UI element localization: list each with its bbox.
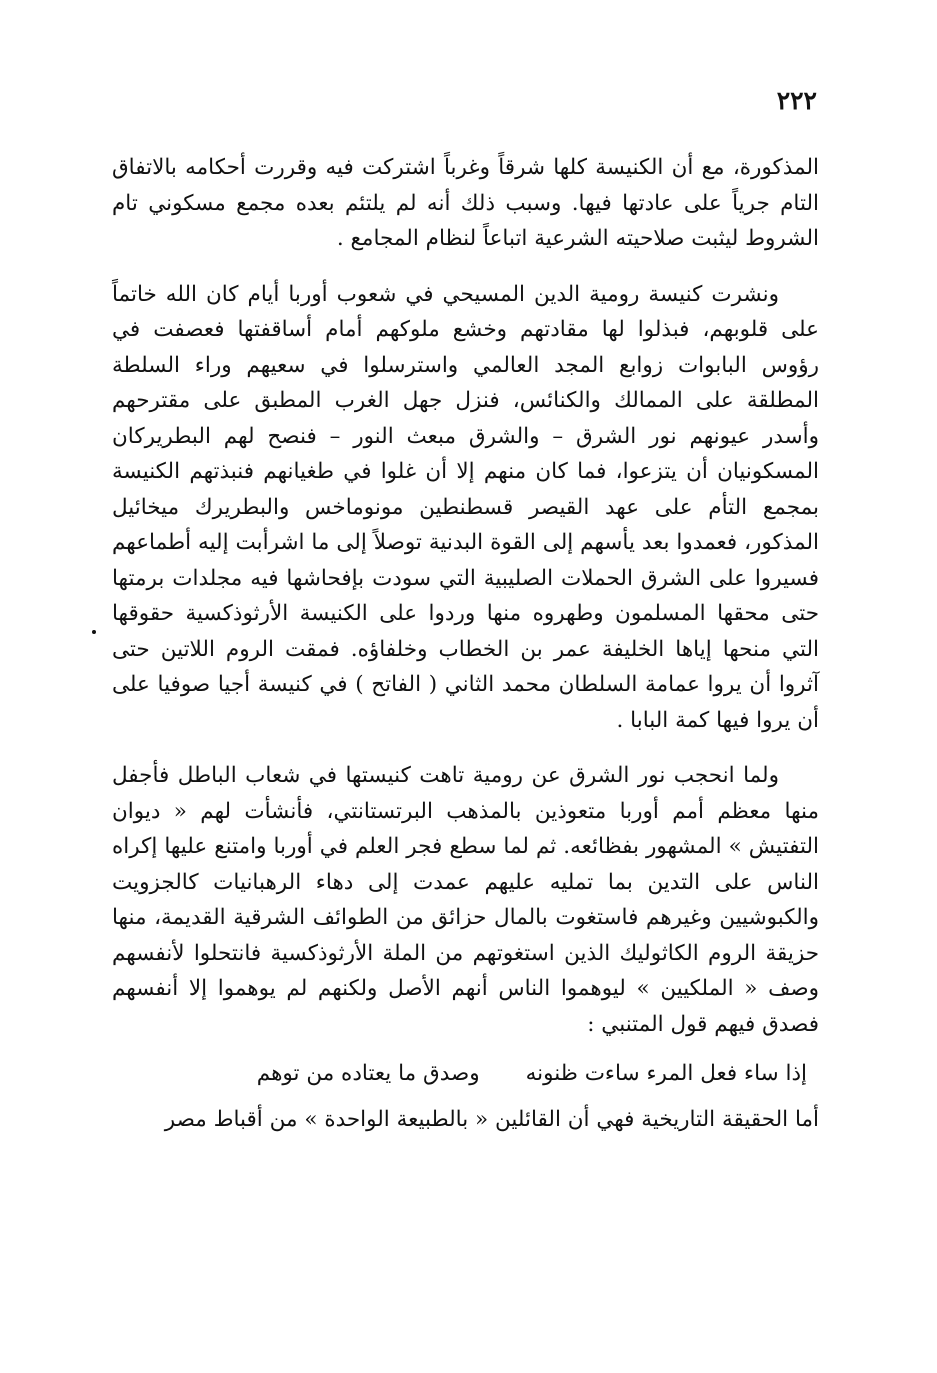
- paragraph-2: ونشرت كنيسة رومية الدين المسيحي في شعوب أوربا أيام كان الله خاتماً على قلوبهم، فبذلوا لها مقادتهم وخشع ملوكهم أمام أساقفتها فعصفت في رؤوس البابوات زوابع المجد العالمي واسترسلوا في سعيهم وراء السلطة المطلقة على الممالك والكنائس، فنزل جهل الغرب المطبق على مقترحهم وأسدر عيونهم نور الشرق – والشرق مبعث النور – فنصح لهم البطريركان المسكونيان أن يتزعوا، فما كان منهم إلا أن غلوا في طغيانهم فنبذتهم الكنيسة بمجمع التأم على عهد القيصر قسطنطين مونوماخس والبطريرك ميخائيل المذكور، فعمدوا بعد يأسهم إلى القوة البدنية توصلاً إلى ما اشرأبت إليه أطماعهم فسيروا على الشرق الحملات الصليبية التي سودت بإفحاشها فيه مجلدات برمتها حتى محقها المسلمون وطهروه منها وردوا على الكنيسة الأرثوذكسية حقوقها التي منحها إياها الخليفة عمر بن الخطاب وخلفاؤه. فمقت الروم اللاتين حتى آثروا أن يروا عمامة السلطان محمد الثاني ( الفاتح ) في كنيسة أجيا صوفيا على أن يروا فيها كمة البابا .: [112, 281, 819, 733]
- page-number: ٢٢٢: [776, 86, 817, 115]
- closing-line: أما الحقيقة التاريخية فهي أن القائلين « بالطبيعة الواحدة » من أقباط مصر: [164, 1106, 819, 1132]
- paragraph-3: ولما انحجب نور الشرق عن رومية تاهت كنيستها في شعاب الباطل فأجفل منها معظم أمم أوربا متعوذين بالمذهب البرتستانتي، فأنشأت لهم « ديوان التفتيش » المشهور بفظائعه. ثم لما سطع فجر العلم في أوربا وامتنع عليها إكراه الناس على التدين بما تمليه عليهم عمدت إلى دهاء الرهبانيات كالجزويت والكبوشيين وغيرهم فاستغوت بالمال حزائق من الطوائف الشرقية القديمة، منها حزيقة الروم الكاثوليك الذين استغوتهم من الملة الأرثوذكسية فانتحلوا لأنفسهم وصف « الملكيين » ليوهموا الناس أنهم الأصل ولكنهم لم يوهموا إلا أنفسهم فصدق فيهم قول المتنبي :: [112, 763, 819, 1037]
- margin-dot: [92, 630, 96, 634]
- body-text: [112, 150, 819, 1137]
- poetry-verse: [112, 1056, 807, 1092]
- verse-first-hemistich: إذا ساء فعل المرء ساءت ظنونه: [525, 1061, 807, 1086]
- verse-second-hemistich: وصدق ما يعتاده من توهم: [256, 1061, 480, 1086]
- paragraph-1: المذكورة، مع أن الكنيسة كلها شرقاً وغرباً اشتركت فيه وقررت أحكامه بالاتفاق التام جرياً على عادتها فيها. وسبب ذلك أنه لم يلتئم بعده مجمع مسكوني تام الشروط ليثبت صلاحيته الشرعية اتباعاً لنظام المجامع .: [112, 155, 819, 251]
